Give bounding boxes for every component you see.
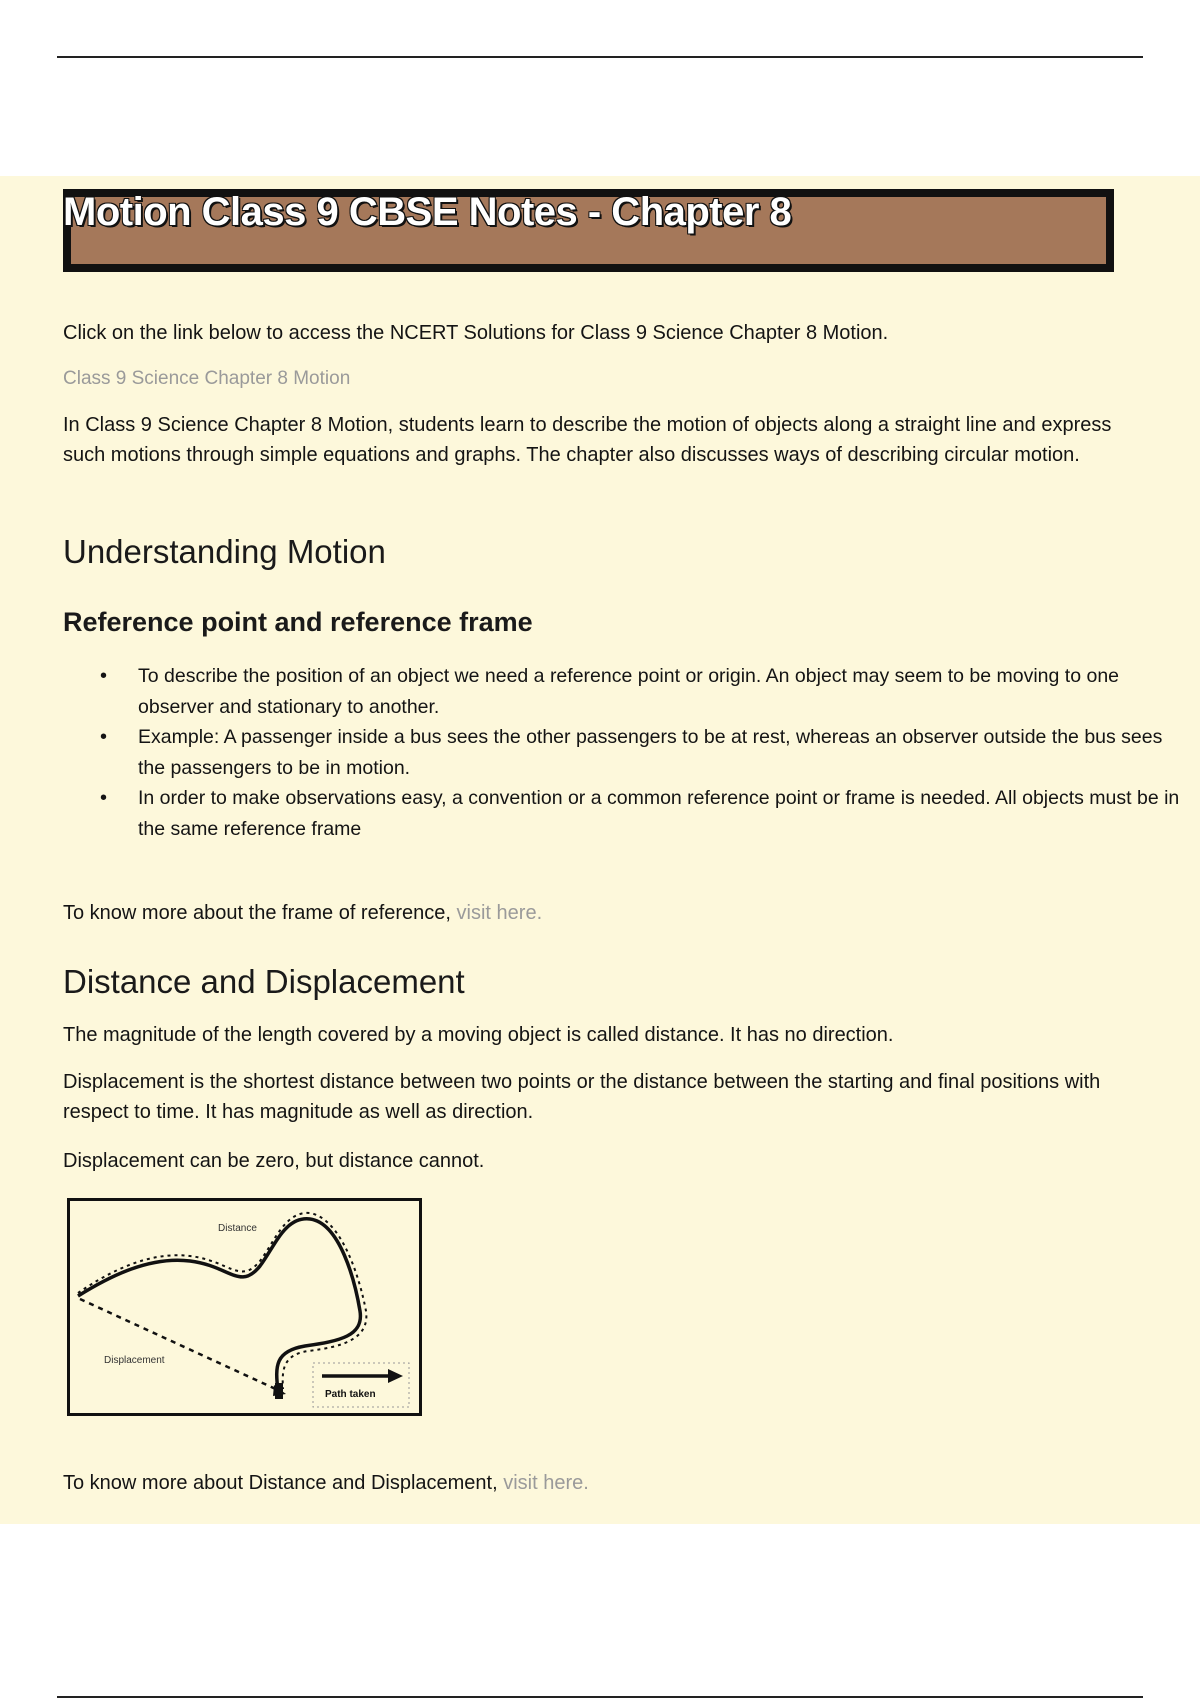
- legend-arrowhead: [388, 1369, 403, 1383]
- distance-definition: The magnitude of the length covered by a moving object is called distance. It has no direction.: [63, 1024, 894, 1046]
- list-item: • To describe the position of an object we need a reference point or origin. An object may seem to be moving to one observer and stationary to another.: [100, 665, 1120, 718]
- frame-reference-more: To know more about the frame of reference, visit here.: [63, 902, 543, 924]
- legend-box: [313, 1363, 409, 1407]
- page-title: Motion Class 9 CBSE Notes - Chapter 8: [63, 190, 792, 234]
- displacement-label: Displacement: [104, 1355, 165, 1366]
- section-heading-distance-displacement: Distance and Displacement: [63, 963, 465, 1000]
- end-marker: [275, 1383, 283, 1399]
- subheading-reference-frame: Reference point and reference frame: [63, 607, 533, 637]
- displacement-line: [80, 1299, 280, 1391]
- displacement-note: Displacement can be zero, but distance cannot.: [63, 1150, 485, 1172]
- top-rule: [57, 56, 1143, 58]
- section-heading-understanding-motion: Understanding Motion: [63, 533, 386, 570]
- intro-paragraph: In Class 9 Science Chapter 8 Motion, students learn to describe the motion of objects along a straight line and express such motions through simple equations and graphs. The chapter also discusses ways of describing circular motion.: [63, 414, 1112, 466]
- visit-here-link[interactable]: visit here.: [503, 1472, 589, 1494]
- visit-here-link[interactable]: visit here.: [456, 902, 543, 924]
- distance-label: Distance: [218, 1223, 257, 1234]
- distance-displacement-more: To know more about Distance and Displacement, visit here.: [63, 1472, 589, 1494]
- list-item: • Example: A passenger inside a bus sees the other passengers to be at rest, whereas an observer outside the bus sees the passengers to be in motion.: [100, 726, 1163, 779]
- path-diagram-svg: [70, 1201, 419, 1413]
- displacement-definition: Displacement is the shortest distance between two points or the distance between the starting and final positions with respect to time. It has magnitude as well as direction.: [63, 1071, 1101, 1123]
- reference-frame-list: [63, 661, 1188, 844]
- distance-displacement-diagram: [67, 1198, 422, 1416]
- list-item: • In order to make observations easy, a convention or a common reference point or frame is needed. All objects must be in the same reference frame: [100, 787, 1180, 840]
- path-taken-label: Path taken: [325, 1389, 376, 1400]
- intro-link[interactable]: Class 9 Science Chapter 8 Motion: [63, 368, 351, 389]
- intro-line: Click on the link below to access the NCERT Solutions for Class 9 Science Chapter 8 Motion.: [63, 322, 889, 344]
- bottom-rule: [57, 1696, 1143, 1698]
